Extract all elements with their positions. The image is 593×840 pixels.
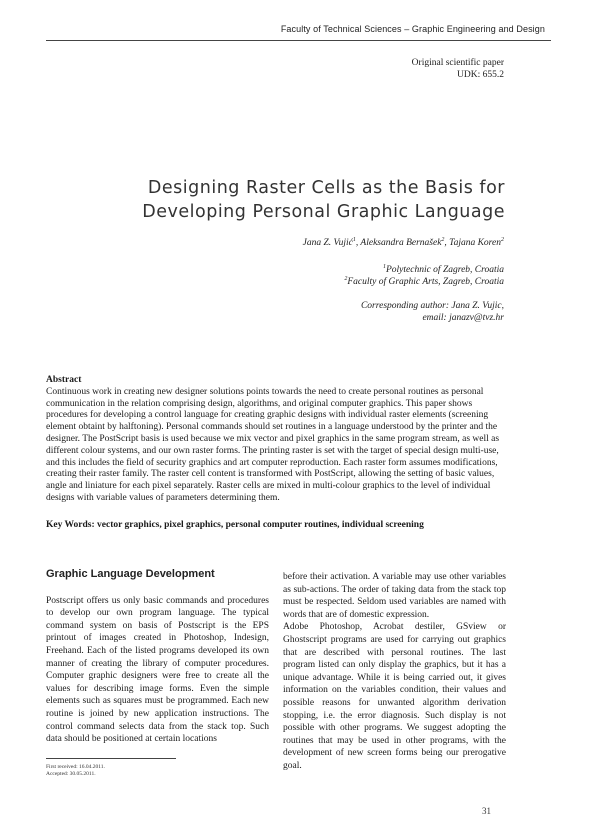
udk-code: UDK: 655.2 xyxy=(457,70,504,80)
footnote xyxy=(46,764,105,778)
paper-type-block xyxy=(412,57,504,81)
abstract-heading: Abstract xyxy=(46,375,82,385)
author-1: Jana Z. Vujić xyxy=(302,238,353,248)
corresponding-author-name: Corresponding author: Jana Z. Vujic, xyxy=(360,301,504,311)
affiliation-1-text: Polytechnic of Zagreb, Croatia xyxy=(385,265,504,275)
author-1-affil: 1 xyxy=(352,236,356,243)
author-3: Tajana Koren xyxy=(449,238,501,248)
affiliation-2-marker: 2 xyxy=(344,275,348,282)
paper-title xyxy=(75,176,505,224)
authors xyxy=(303,238,504,248)
accepted-date: Accepted: 30.05.2011. xyxy=(46,771,96,777)
paper-type: Original scientific paper xyxy=(411,58,504,68)
author-separator: , xyxy=(355,238,361,248)
body-paragraph: Adobe Photoshop, Acrobat destiler, GSview or Ghostscript programs are used for carrying out graphics that are described with personal routines. The last program listed can only display the graphics, but it has a unique advantage. While it is being carried out, it gives information on the variables condition, their values and possible reasons for unwanted algorithm derivation stopping, i.e. the error diagnosis. Such display is not possible with other programs. We suggest adopting the routines that may be used in other programs, with the development of new screen forms being our prerogative goal. xyxy=(283,622,506,771)
footnote-rule xyxy=(46,758,176,759)
title-line-1: Designing Raster Cells as the Basis for xyxy=(147,178,505,198)
author-2-affil: 2 xyxy=(441,236,445,243)
abstract xyxy=(46,375,504,505)
body-column-right xyxy=(283,571,506,773)
corresponding-author-email: email: janazv@tvz.hr xyxy=(422,313,504,323)
running-header: Faculty of Technical Sciences – Graphic Engineering and Design xyxy=(280,24,545,34)
body-paragraph: Postscript offers us only basic commands and procedures to develop our own program language. The typical command system on basis of Postscript is the EPS printout of images created in Photoshop, Indesign, Freehand. Each of the listed programs developed its own manner of creating the library of computer procedures. Computer graphic designers were free to create all the values for describing image forms. Even the simple elements such as squares must be programmed. Each new routine is joined by new application instructions. The control command selects data from the stack top. Such data should be positioned at certain locations xyxy=(46,595,269,745)
affiliation-1-marker: 1 xyxy=(382,263,386,270)
author-separator: , xyxy=(444,238,450,248)
page-number: 31 xyxy=(482,806,491,816)
corresponding-author xyxy=(361,300,504,324)
affiliation-2 xyxy=(344,276,504,288)
section-title: Graphic Language Development xyxy=(46,568,215,580)
received-date: First received: 16.04.2011. xyxy=(46,764,105,770)
header-rule xyxy=(46,40,551,41)
abstract-text: Continuous work in creating new designer solutions points towards the need to create personal routines as personal communication in the relation comprising design, algorithms, and original computer graphics. This paper shows procedures for developing a control language for creating graphic designs with individual raster elements (screening element obtaint by halftoning). Personal commands should set routines in a language understood by the printer and the designer. The PostScript basis is used because we mix vector and pixel graphics in the same program stream, as well as different colour systems, and our own raster forms. The printing raster is set with the target of special design multi-use, and this includes the field of security graphics and art computer reproduction. Each raster form assumes modifications, creating their raster family. The raster cell content is transformed with PostScript, allowing the setting of basic values, angle and liniature for each pixel separately. Raster cells are mixed in multi-colour graphics to the level of individual designs with variable values of parameters determining them. xyxy=(46,386,500,503)
keywords: Key Words: vector graphics, pixel graphics, personal computer routines, individual screening xyxy=(46,520,424,530)
title-line-2: Developing Personal Graphic Language xyxy=(142,202,505,222)
affiliation-1 xyxy=(344,264,504,276)
body-paragraph: before their activation. A variable may use other variables as sub-actions. The order of taking data from the stack top must be respected. Seldom used variables are named with words that are of domestic expression. xyxy=(283,572,506,620)
author-2: Aleksandra Bernašek xyxy=(360,238,442,248)
affiliation-2-text: Faculty of Graphic Arts, Zagreb, Croatia xyxy=(347,277,504,287)
author-3-affil: 2 xyxy=(501,236,504,243)
body-column-left xyxy=(46,568,269,746)
affiliations xyxy=(344,264,504,288)
